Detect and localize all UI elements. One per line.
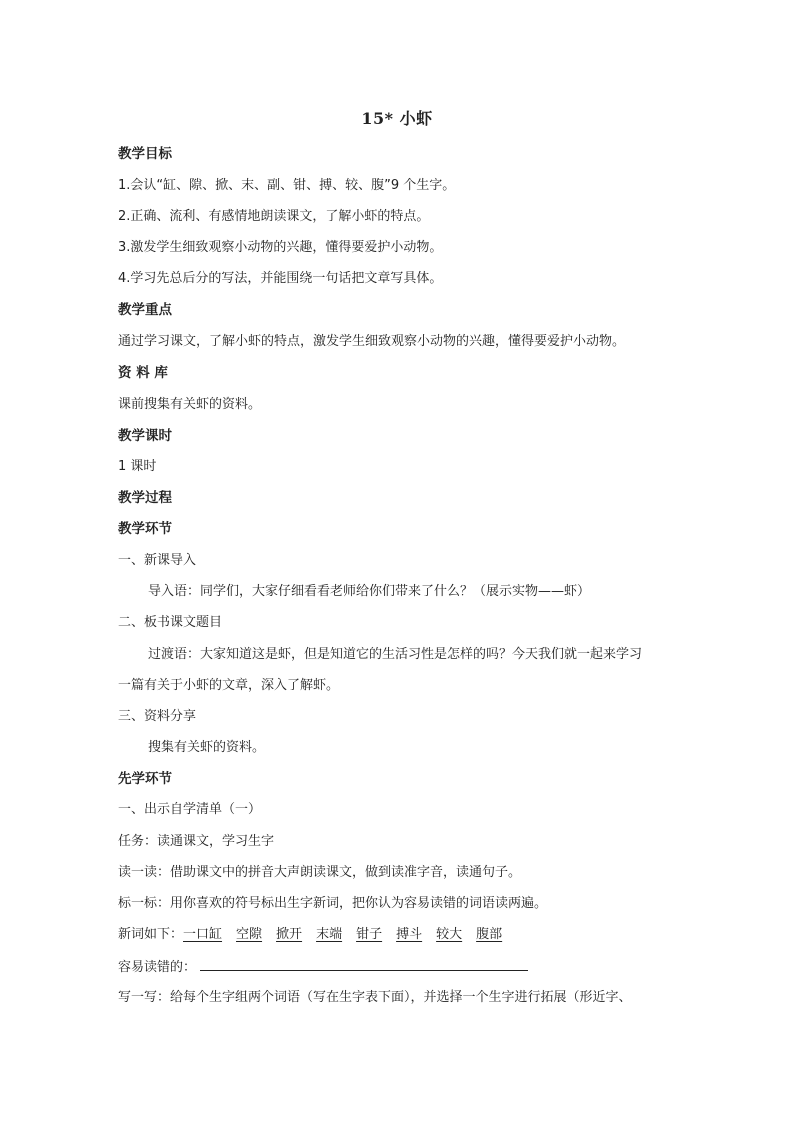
section-2-title: 二、板书课文题目 [118,615,223,630]
goal-3: 3.激发学生细致观察小动物的兴趣，懂得要爱护小动物。 [118,240,443,255]
heading-focus: 教学重点 [118,302,172,318]
new-words-label: 新词如下： [118,927,184,942]
resources-text: 课前搜集有关虾的资料。 [118,397,262,412]
write-text: 写一写：给每个生字组两个词语（写在生字表下面），并选择一个生字进行拓展（形近字、 [118,990,632,1005]
section-2-text-b: 一篇有关于小虾的文章，深入了解虾。 [118,678,340,693]
heading-goals: 教学目标 [118,146,172,162]
section-3-title: 三、资料分享 [118,709,197,724]
focus-text: 通过学习课文，了解小虾的特点，激发学生细致观察小动物的兴趣，懂得要爱护小动物。 [118,334,626,349]
page-title: 15* 小虾 [361,109,433,128]
new-word: 空隙 [236,927,263,942]
section-3-text: 搜集有关虾的资料。 [148,740,266,755]
section-2-text-a: 过渡语：大家知道这是虾，但是知道它的生活习性是怎样的吗？今天我们就一起来学习 [148,647,643,662]
goal-1: 1.会认“缸、隙、掀、末、副、钳、搏、较、腹”9 个生字。 [118,178,456,193]
new-word: 腹部 [476,927,503,942]
heading-resources: 资 料 库 [118,365,168,381]
new-word: 钳子 [356,927,383,942]
mark-text: 标一标：用你喜欢的符号标出生字新词，把你认为容易读错的词语读两遍。 [118,896,548,911]
easy-wrong-label: 容易读错的： [118,960,197,975]
section-1-text: 导入语：同学们，大家仔细看看老师给你们带来了什么？（展示实物——虾） [148,584,591,599]
easy-wrong-line [118,958,528,977]
section-1-title: 一、新课导入 [118,553,197,568]
new-word: 一口缸 [183,927,223,942]
task-text: 任务：读通课文，学习生字 [118,834,275,849]
heading-prelearn: 先学环节 [118,771,172,787]
new-word: 搏斗 [396,927,423,942]
new-word: 较大 [436,927,463,942]
goal-2: 2.正确、流利、有感情地朗读课文，了解小虾的特点。 [118,209,430,224]
read-text: 读一读：借助课文中的拼音大声朗读课文，做到读准字音，读通句子。 [118,865,522,880]
new-words-line [118,926,516,944]
heading-section: 教学环节 [118,521,172,537]
prelearn-1-title: 一、出示自学清单（一） [118,802,262,817]
hours-text: 1 课时 [118,459,157,474]
fill-in-blank [200,958,528,971]
heading-hours: 教学课时 [118,428,172,444]
new-word: 掀开 [276,927,303,942]
goal-4: 4.学习先总后分的写法，并能围绕一句话把文章写具体。 [118,271,443,286]
new-word: 末端 [316,927,343,942]
heading-process: 教学过程 [118,490,172,506]
